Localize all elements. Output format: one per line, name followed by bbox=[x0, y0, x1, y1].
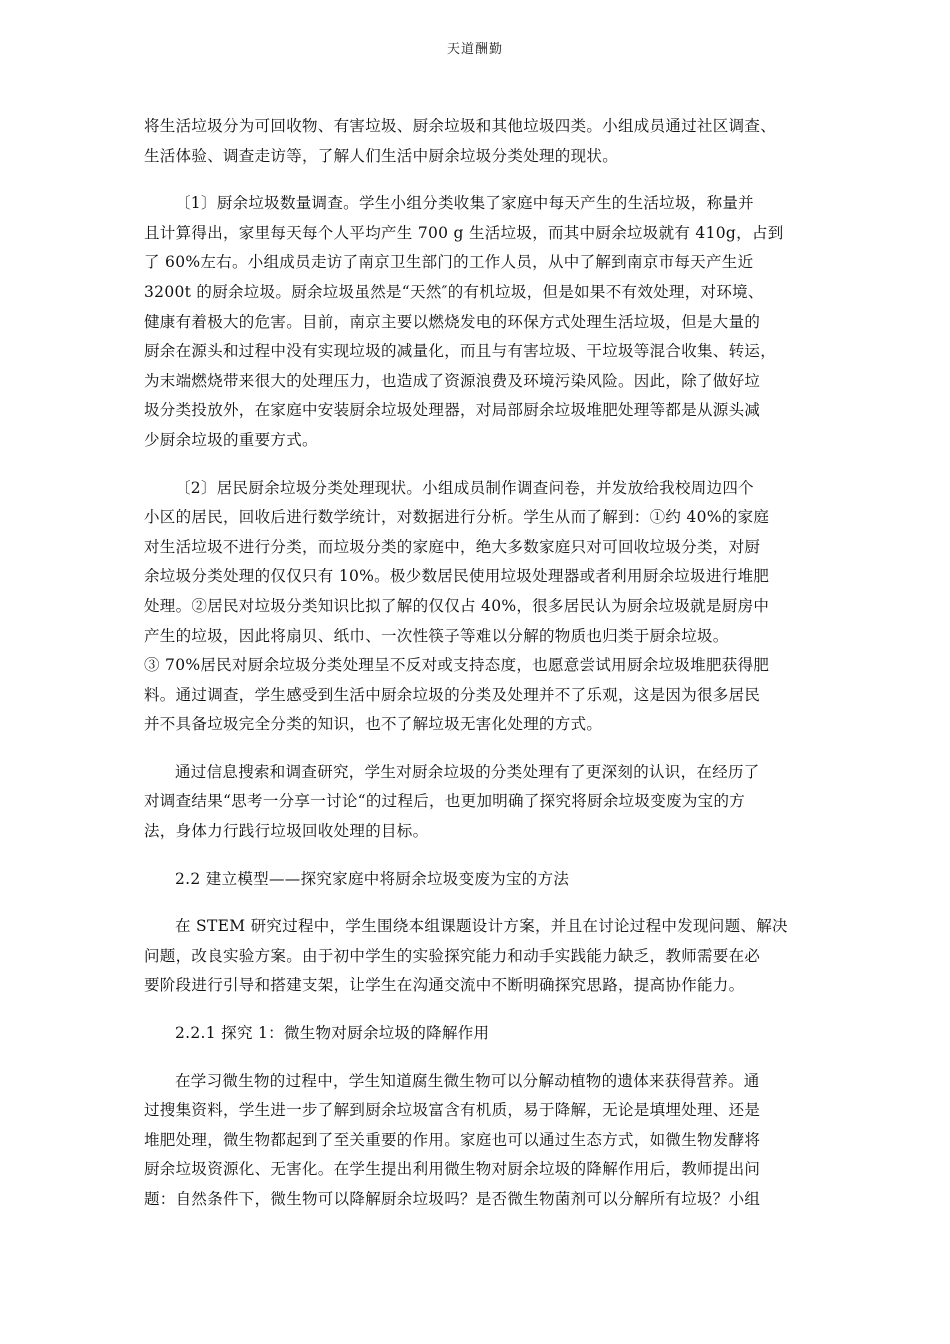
text-line: 圾分类投放外，在家庭中安装厨余垃圾处理器，对局部厨余垃圾堆肥处理等都是从源头减 bbox=[144, 401, 761, 420]
text-line: 余垃圾分类处理的仅仅只有 10%。极少数居民使用垃圾处理器或者利用厨余垃圾进行堆肥 bbox=[144, 567, 770, 586]
text-line: 了 60%左右。小组成员走访了南京卫生部门的工作人员，从中了解到南京市每天产生近 bbox=[144, 253, 754, 272]
text-line: 在 STEM 研究过程中，学生围绕本组课题设计方案，并且在讨论过程中发现问题、解决 bbox=[175, 917, 788, 936]
text-line: 处理。②居民对垃圾分类知识比拟了解的仅仅占 40%，很多居民认为厨余垃圾就是厨房中 bbox=[144, 596, 770, 615]
paragraph-summary bbox=[144, 758, 810, 847]
document-body bbox=[144, 112, 810, 1215]
text-line: 对生活垃圾不进行分类，而垃圾分类的家庭中，绝大多数家庭只对可回收垃圾分类，对厨 bbox=[144, 537, 761, 556]
paragraph-stem bbox=[144, 912, 810, 1001]
text-line: 法，身体力行践行垃圾回收处理的目标。 bbox=[144, 822, 429, 841]
text-line: 为末端燃烧带来很大的处理压力，也造成了资源浪费及环境污染风险。因此，除了做好垃 bbox=[144, 371, 761, 390]
section-heading-2-2 bbox=[144, 865, 810, 895]
text-line: ③ 70%居民对厨余垃圾分类处理呈不反对或支持态度，也愿意尝试用厨余垃圾堆肥获得肥 bbox=[144, 656, 770, 675]
text-line: 对调查结果“思考一分享一讨论“的过程后，也更加明确了探究将厨余垃圾变废为宝的方 bbox=[144, 792, 746, 811]
paragraph-survey-2 bbox=[144, 474, 810, 740]
paragraph-microbes bbox=[144, 1067, 810, 1215]
text-line: 并不具备垃圾完全分类的知识，也不了解垃圾无害化处理的方式。 bbox=[144, 715, 603, 734]
text-line: 少厨余垃圾的重要方式。 bbox=[144, 430, 318, 449]
text-line: 产生的垃圾，因此将扇贝、纸巾、一次性筷子等难以分解的物质也归类于厨余垃圾。 bbox=[144, 626, 729, 645]
text-line: 堆肥处理，微生物都起到了至关重要的作用。家庭也可以通过生态方式，如微生物发酵将 bbox=[144, 1130, 761, 1149]
text-line: 要阶段进行引导和搭建支架，让学生在沟通交流中不断明确探究思路，提高协作能力。 bbox=[144, 976, 745, 995]
heading-text: 2.2 建立模型——探究家庭中将厨余垃圾变废为宝的方法 bbox=[175, 869, 570, 888]
text-line: 在学习微生物的过程中，学生知道腐生微生物可以分解动植物的遗体来获得营养。通 bbox=[175, 1071, 760, 1090]
paragraph-survey-1 bbox=[144, 189, 810, 455]
text-line: 题：自然条件下，微生物可以降解厨余垃圾吗？是否微生物菌剂可以分解所有垃圾？小组 bbox=[144, 1190, 761, 1208]
paragraph-intro bbox=[144, 112, 810, 171]
text-line: 健康有着极大的危害。目前，南京主要以燃烧发电的环保方式处理生活垃圾，但是大量的 bbox=[144, 312, 761, 331]
text-line: 通过信息搜索和调查研究，学生对厨余垃圾的分类处理有了更深刻的认识，在经历了 bbox=[175, 762, 760, 781]
text-line: 3200t 的厨余垃圾。厨余垃圾虽然是“天然″的有机垃圾，但是如果不有效处理，对环境、 bbox=[144, 282, 764, 301]
text-line: 问题，改良实验方案。由于初中学生的实验探究能力和动手实践能力缺乏，教师需要在必 bbox=[144, 946, 761, 965]
text-line: 〔2〕居民厨余垃圾分类处理现状。小组成员制作调查问卷，并发放给我校周边四个 bbox=[175, 478, 754, 497]
text-line: 生活体验、调查走访等，了解人们生活中厨余垃圾分类处理的现状。 bbox=[144, 146, 619, 165]
heading-text: 2.2.1 探究 1：微生物对厨余垃圾的降解作用 bbox=[175, 1024, 490, 1043]
text-line: 厨余垃圾资源化、无害化。在学生提出利用微生物对厨余垃圾的降解作用后，教师提出问 bbox=[144, 1160, 761, 1179]
text-line: 且计算得出，家里每天每个人平均产生 700 g 生活垃圾，而其中厨余垃圾就有 410g，占到 bbox=[144, 223, 784, 242]
text-line: 小区的居民，回收后进行数学统计，对数据进行分析。学生从而了解到：①约 40%的家庭 bbox=[144, 508, 770, 527]
page-header: 天道酬勤 bbox=[446, 42, 503, 57]
text-line: 过搜集资料，学生进一步了解到厨余垃圾富含有机质，易于降解，无论是填埋处理、还是 bbox=[144, 1101, 761, 1120]
text-line: 〔1〕厨余垃圾数量调查。学生小组分类收集了家庭中每天产生的生活垃圾，称量并 bbox=[175, 194, 754, 213]
section-heading-2-2-1 bbox=[144, 1019, 810, 1049]
text-line: 料。通过调查，学生感受到生活中厨余垃圾的分类及处理并不了乐观，这是因为很多居民 bbox=[144, 685, 761, 704]
text-line: 厨余在源头和过程中没有实现垃圾的减量化，而且与有害垃圾、干垃圾等混合收集、转运， bbox=[144, 342, 777, 361]
text-line: 将生活垃圾分为可回收物、有害垃圾、厨余垃圾和其他垃圾四类。小组成员通过社区调查、 bbox=[144, 117, 777, 135]
